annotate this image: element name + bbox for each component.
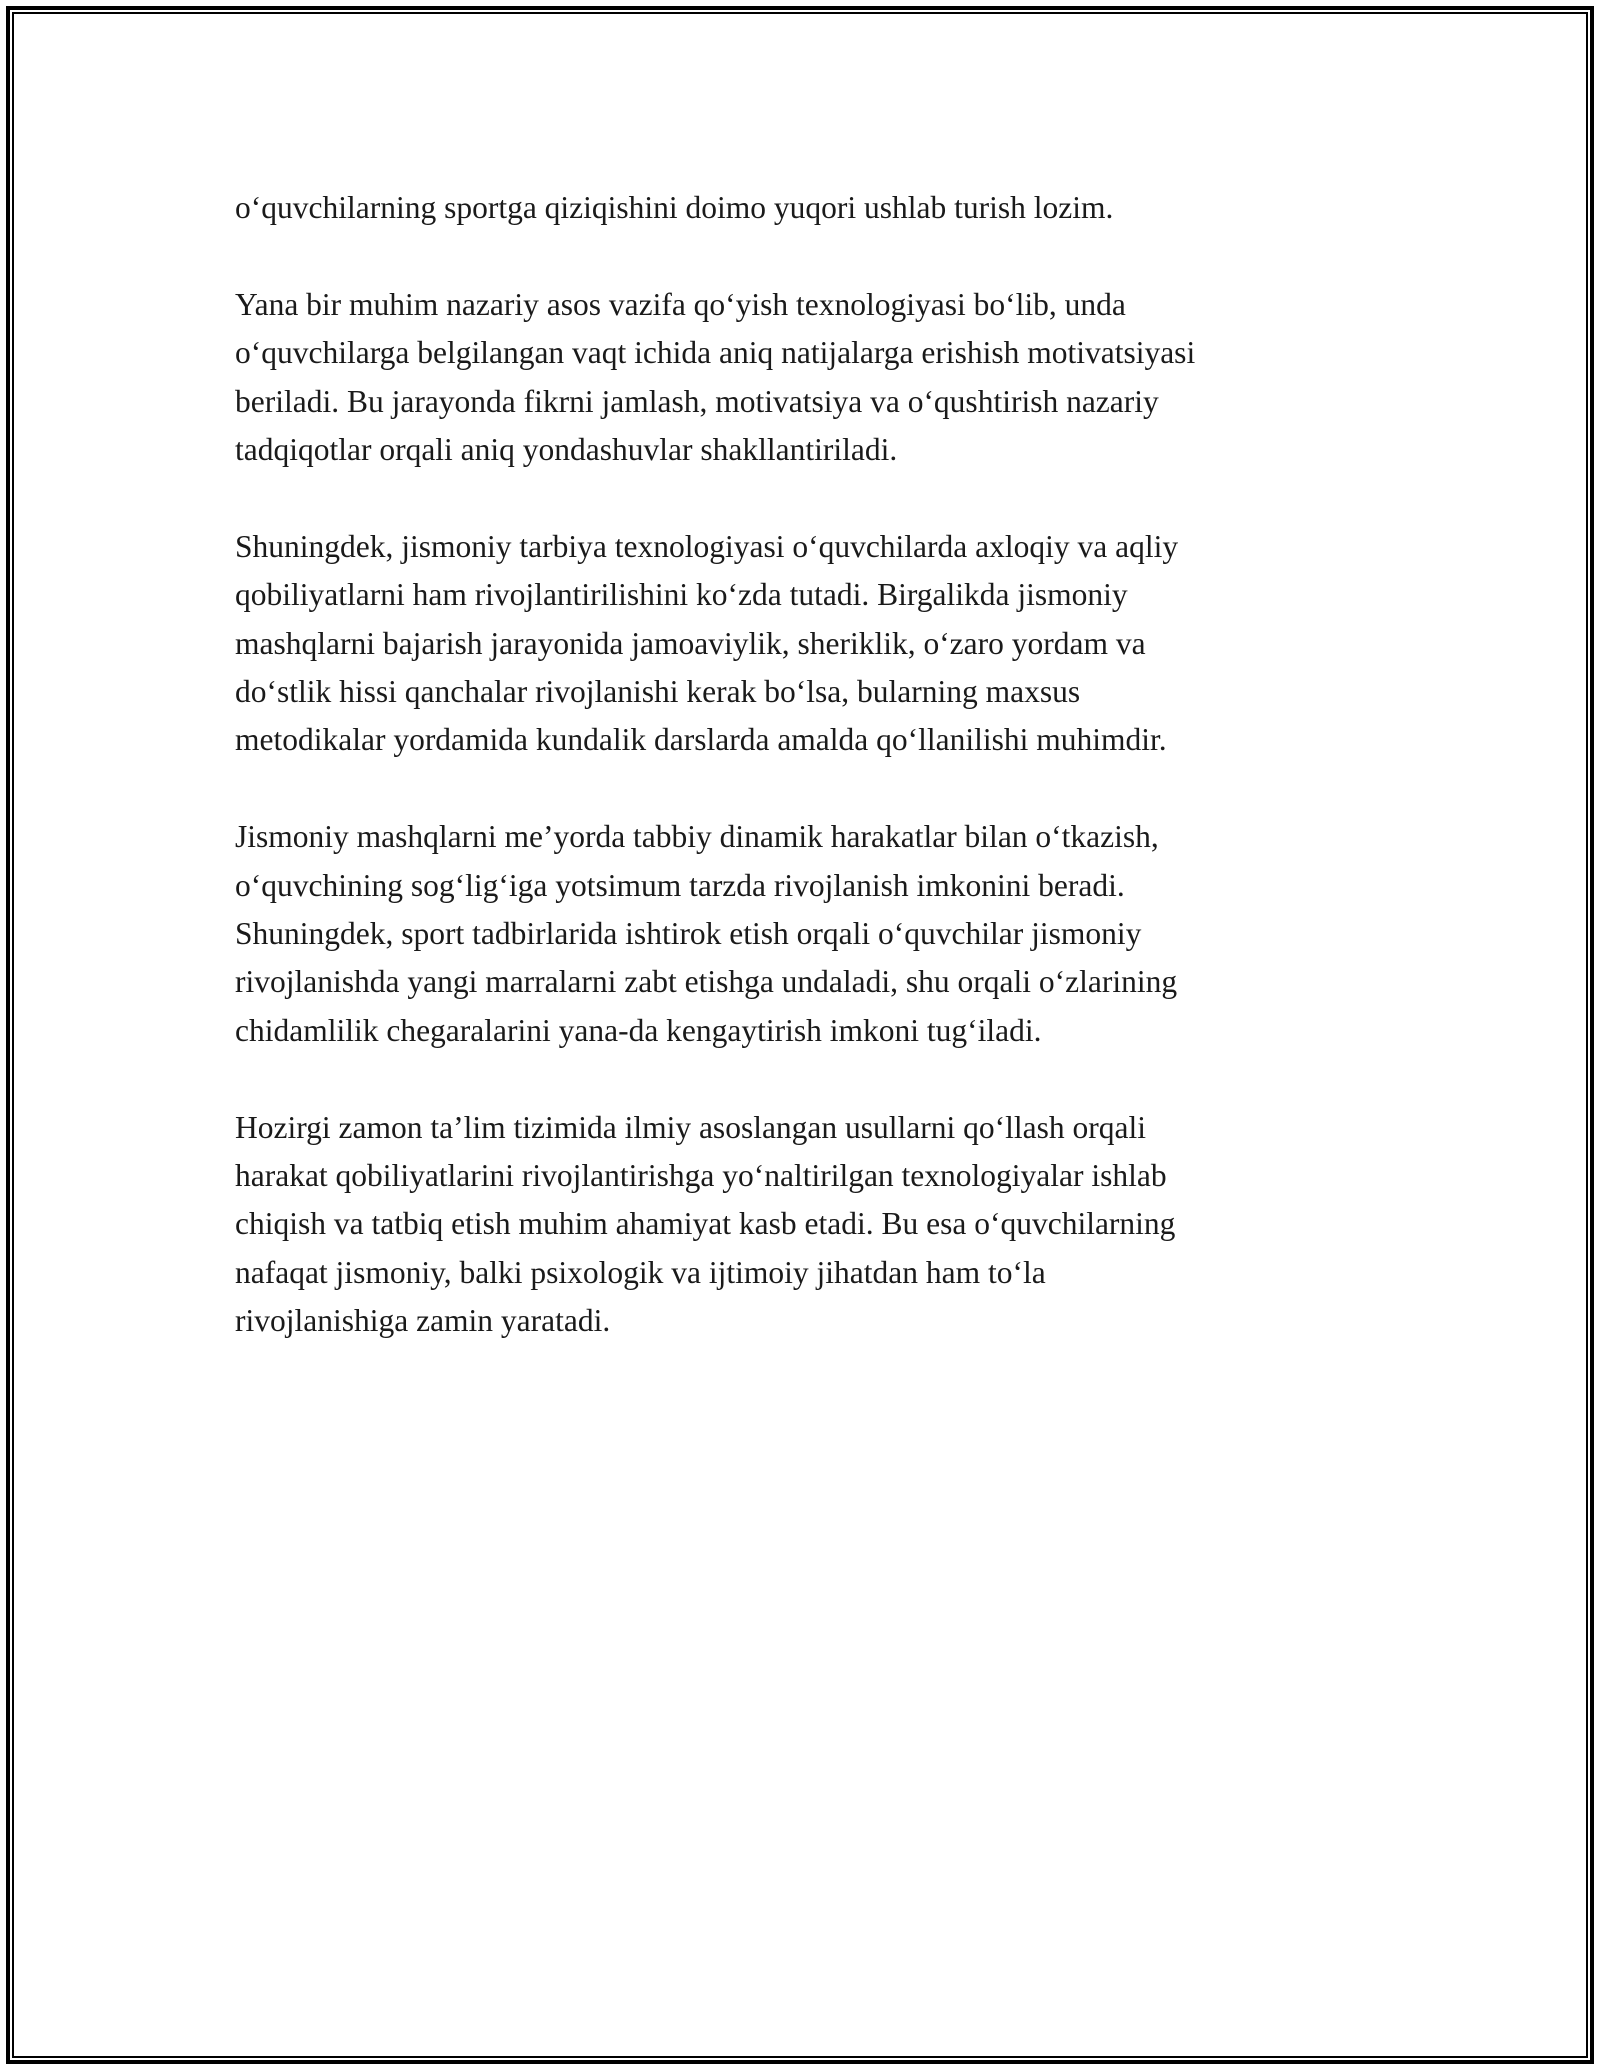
text-line: nafaqat jismoniy, balki psixologik va ijtimoiy jihatdan ham to‘la: [235, 1254, 1046, 1290]
text-line: Jismoniy mashqlarni me’yorda tabbiy dinamik harakatlar bilan o‘tkazish,: [235, 819, 1159, 855]
text-line: do‘stlik hissi qanchalar rivojlanishi kerak bo‘lsa, bularning maxsus: [235, 674, 1081, 710]
document-body: [235, 184, 1375, 1394]
text-line: qobiliyatlarni ham rivojlantirilishini ko‘zda tutadi. Birgalikda jismoniy: [235, 577, 1128, 613]
text-line: o‘quvchilarga belgilangan vaqt ichida aniq natijalarga erishish motivatsiyasi: [235, 335, 1196, 371]
text-line: rivojlanishiga zamin yaratadi.: [235, 1303, 611, 1339]
paragraph-5: [235, 1104, 1375, 1346]
text-line: mashqlarni bajarish jarayonida jamoaviylik, sheriklik, o‘zaro yordam va: [235, 625, 1146, 661]
paragraph-1: [235, 184, 1375, 232]
paragraph-4: [235, 813, 1375, 1055]
text-line: metodikalar yordamida kundalik darslarda amalda qo‘llanilishi muhimdir.: [235, 722, 1167, 758]
text-line: chiqish va tatbiq etish muhim ahamiyat kasb etadi. Bu esa o‘quvchilarning: [235, 1206, 1176, 1242]
text-line: o‘quvchilarning sportga qiziqishini doimo yuqori ushlab turish lozim.: [235, 190, 1114, 225]
paragraph-3: [235, 523, 1375, 765]
paragraph-2: [235, 281, 1375, 475]
text-line: tadqiqotlar orqali aniq yondashuvlar shakllantiriladi.: [235, 432, 898, 468]
text-line: Yana bir muhim nazariy asos vazifa qo‘yish texnologiyasi bo‘lib, unda: [235, 286, 1126, 322]
text-line: beriladi. Bu jarayonda fikrni jamlash, motivatsiya va o‘qushtirish nazariy: [235, 383, 1159, 419]
text-line: chidamlilik chegaralarini yana-da kengaytirish imkoni tug‘iladi.: [235, 1012, 1042, 1048]
text-line: harakat qobiliyatlarini rivojlantirishga yo‘naltirilgan texnologiyalar ishlab: [235, 1158, 1167, 1194]
text-line: Shuningdek, sport tadbirlarida ishtirok etish orqali o‘quvchilar jismoniy: [235, 916, 1142, 952]
text-line: o‘quvchining sog‘lig‘iga yotsimum tarzda rivojlanish imkonini beradi.: [235, 867, 1125, 903]
text-line: Shuningdek, jismoniy tarbiya texnologiyasi o‘quvchilarda axloqiy va aqliy: [235, 528, 1179, 564]
text-line: rivojlanishda yangi marralarni zabt etishga undaladi, shu orqali o‘zlarining: [235, 964, 1178, 1000]
text-line: Hozirgi zamon ta’lim tizimida ilmiy asoslangan usullarni qo‘llash orqali: [235, 1109, 1146, 1145]
